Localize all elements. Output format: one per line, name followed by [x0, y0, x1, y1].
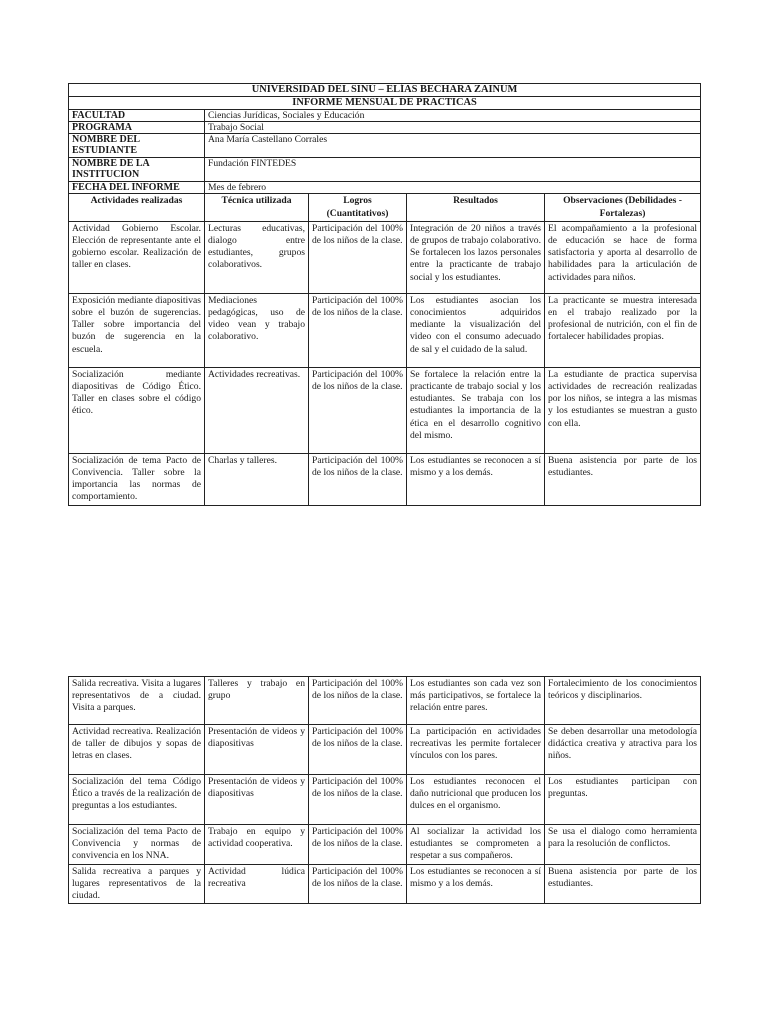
table-row — [69, 725, 701, 775]
report-title: INFORME MENSUAL DE PRACTICAS — [69, 97, 701, 110]
info-value: Fundación FINTEDES — [205, 158, 701, 182]
info-value: Ciencias Jurídicas, Sociales y Educación — [205, 110, 701, 122]
university-title: UNIVERSIDAD DEL SINÚ – ELÍAS BECHARA ZAINÚM — [69, 84, 701, 97]
cell-technique: Presentación de videos y diapositivas — [205, 725, 309, 775]
report-table-page-2 — [68, 676, 701, 904]
table-row — [69, 864, 701, 904]
info-label: FACULTAD — [69, 110, 205, 122]
cell-observation: La estudiante de practica supervisa actividades de recreación realizadas por los niños, se integra a las mismas y los estudiantes se muestran a gusto con ella. — [545, 367, 701, 453]
info-label: NOMBRE DEL ESTUDIANTE — [69, 134, 205, 158]
cell-technique: Lecturas educativas, dialogo entre estudiantes, grupos colaborativos. — [205, 221, 309, 293]
cell-activity: Socialización mediante diapositivas de Código Ético. Taller en clases sobre el código ético. — [69, 367, 205, 453]
cell-observation: Fortalecimiento de los conocimientos teóricos y disciplinarios. — [545, 677, 701, 725]
cell-activity: Socialización de tema Pacto de Convivencia. Taller sobre la importancia las normas de comportamiento. — [69, 453, 205, 505]
cell-activity: Actividad Gobierno Escolar. Elección de representante ante el gobierno escolar. Realización de taller en clases. — [69, 221, 205, 293]
cell-achievement: Participación del 100% de los niños de la clase. — [309, 725, 407, 775]
info-label: NOMBRE DE LA INSTITUCION — [69, 158, 205, 182]
table-row — [69, 221, 701, 293]
column-header-row — [69, 194, 701, 221]
cell-observation: Buena asistencia por parte de los estudiantes. — [545, 864, 701, 904]
cell-result: Los estudiantes se reconocen a sí mismo y a los demás. — [407, 864, 545, 904]
cell-technique: Talleres y trabajo en grupo — [205, 677, 309, 725]
cell-activity: Socialización del tema Código Ético a través de la realización de preguntas a los estudiantes. — [69, 775, 205, 825]
cell-observation: Se usa el dialogo como herramienta para la resolución de conflictos. — [545, 825, 701, 865]
cell-observation: Buena asistencia por parte de los estudiantes. — [545, 453, 701, 505]
cell-result: Integración de 20 niños a través de grupos de trabajo colaborativo. Se fortalecen los lazos personales entre la practicante de trabajo social y los estudiantes. — [407, 221, 545, 293]
column-header: Técnica utilizada — [205, 194, 309, 221]
cell-achievement: Participación del 100% de los niños de la clase. — [309, 453, 407, 505]
table-row — [69, 453, 701, 505]
table-row — [69, 293, 701, 367]
info-row-institucion — [69, 158, 701, 182]
cell-technique: Trabajo en equipo y actividad cooperativa. — [205, 825, 309, 865]
cell-technique: Mediaciones pedagógicas, uso de video vean y trabajo colaborativo. — [205, 293, 309, 367]
info-label: PROGRAMA — [69, 122, 205, 134]
cell-achievement: Participación del 100% de los niños de la clase. — [309, 825, 407, 865]
cell-technique: Presentación de videos y diapositivas — [205, 775, 309, 825]
cell-technique: Charlas y talleres. — [205, 453, 309, 505]
cell-activity: Salida recreativa a parques y lugares representativos de la ciudad. — [69, 864, 205, 904]
column-header: Resultados — [407, 194, 545, 221]
cell-result: Los estudiantes son cada vez son más participativos, se fortalece la relación entre pares. — [407, 677, 545, 725]
info-row-facultad — [69, 110, 701, 122]
cell-achievement: Participación del 100% de los niños de la clase. — [309, 864, 407, 904]
info-row-fecha — [69, 182, 701, 194]
cell-activity: Actividad recreativa. Realización de taller de dibujos y sopas de letras en clases. — [69, 725, 205, 775]
table-row — [69, 775, 701, 825]
cell-achievement: Participación del 100% de los niños de la clase. — [309, 775, 407, 825]
cell-result: Al socializar la actividad los estudiantes se comprometen a respetar a sus compañeros. — [407, 825, 545, 865]
info-value: Ana María Castellano Corrales — [205, 134, 701, 158]
report-table-page-1 — [68, 83, 701, 506]
cell-technique: Actividades recreativas. — [205, 367, 309, 453]
cell-observation: El acompañamiento a la profesional de educación se hace de forma satisfactoria y aporta al desarrollo de habilidades para la articulación de actividades para niños. — [545, 221, 701, 293]
cell-achievement: Participación del 100% de los niños de la clase. — [309, 677, 407, 725]
cell-activity: Exposición mediante diapositivas sobre el buzón de sugerencias. Taller sobre importancia del buzón de sugerencia en la escuela. — [69, 293, 205, 367]
cell-result: Los estudiantes asocian los conocimientos adquiridos mediante la visualización del video con el consumo adecuado de sal y el cuidado de la salud. — [407, 293, 545, 367]
cell-achievement: Participación del 100% de los niños de la clase. — [309, 221, 407, 293]
info-row-programa — [69, 122, 701, 134]
cell-achievement: Participación del 100% de los niños de la clase. — [309, 367, 407, 453]
info-label: FECHA DEL INFORME — [69, 182, 205, 194]
column-header: Observaciones (Debilidades - Fortalezas) — [545, 194, 701, 221]
table-row — [69, 825, 701, 865]
cell-result: Se fortalece la relación entre la practicante de trabajo social y los estudiantes. Se trabaja con los estudiantes la importancia de la ética en el desarrollo cognitivo del mismo. — [407, 367, 545, 453]
cell-activity: Socialización del tema Pacto de Convivencia y normas de convivencia en los NNA. — [69, 825, 205, 865]
table-row — [69, 677, 701, 725]
cell-observation: La practicante se muestra interesada en el trabajo realizado por la profesional de nutrición, con el fin de fortalecer habilidades propias. — [545, 293, 701, 367]
cell-result: Los estudiantes se reconocen a sí mismo y a los demás. — [407, 453, 545, 505]
cell-observation: Los estudiantes participan con preguntas. — [545, 775, 701, 825]
table-row — [69, 367, 701, 453]
column-header: Logros (Cuantitativos) — [309, 194, 407, 221]
info-value: Mes de febrero — [205, 182, 701, 194]
cell-activity: Salida recreativa. Visita a lugares representativos de a ciudad. Visita a parques. — [69, 677, 205, 725]
info-value: Trabajo Social — [205, 122, 701, 134]
cell-observation: Se deben desarrollar una metodología didáctica creativa y atractiva para los niños. — [545, 725, 701, 775]
cell-result: La participación en actividades recreativas les permite fortalecer vínculos con los pares. — [407, 725, 545, 775]
column-header: Actividades realizadas — [69, 194, 205, 221]
cell-achievement: Participación del 100% de los niños de la clase. — [309, 293, 407, 367]
cell-technique: Actividad lúdica recreativa — [205, 864, 309, 904]
cell-result: Los estudiantes reconocen el daño nutricional que producen los dulces en el organismo. — [407, 775, 545, 825]
info-row-estudiante — [69, 134, 701, 158]
